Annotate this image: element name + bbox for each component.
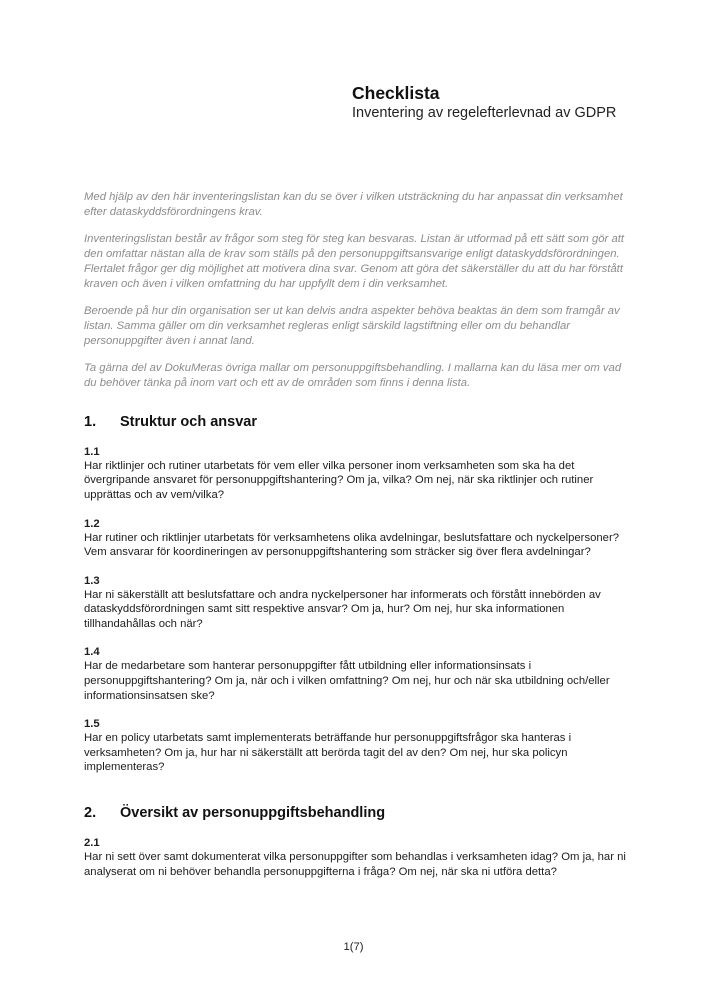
- section-heading-1: [84, 414, 633, 431]
- intro-paragraph: Med hjälp av den här inventeringslistan kan du se över i vilken utsträckning du har anpassat din verksamhet efter dataskyddsförordningens krav.: [84, 191, 623, 218]
- page-number: 1(7): [343, 941, 364, 953]
- item-question: Har rutiner och riktlinjer utarbetats för verksamhetens olika avdelningar, beslutsfattare och nyckelpersoner? Vem ansvarar för koordineringen av personuppgiftshantering som sträcker sig över flera avdelningar?: [84, 531, 619, 559]
- item-number: 1.5: [84, 718, 100, 731]
- section-heading-2: [84, 805, 633, 822]
- checklist-item: [84, 645, 633, 703]
- document-header: [352, 83, 616, 122]
- item-number: 1.4: [84, 646, 100, 659]
- checklist-item: [84, 517, 633, 560]
- intro-paragraphs: [84, 190, 633, 391]
- item-question: Har de medarbetare som hanterar personuppgifter fått utbildning eller informationsinsats i personuppgiftshantering? Om ja, när och i vilken omfattning? Om nej, hur och när ska utbildning och/eller informationsinsatsen ske?: [84, 660, 610, 702]
- checklist-item: [84, 445, 633, 503]
- intro-paragraph: Inventeringslistan består av frågor som steg för steg kan besvaras. Listan är utformad på ett sätt som gör att den omfattar nästan alla de krav som ställs på den personuppgiftsansvarige enligt dataskyddsförordningen. Flertalet frågor ger dig möjlighet att motivera dina svar. Genom att göra det säkerställer du att du har förstått kraven och även i vilken omfattning du har uppfyllt dem i din verksamhet.: [84, 233, 625, 290]
- item-number: 1.3: [84, 574, 100, 587]
- page-subtitle: Inventering av regelefterlevnad av GDPR: [352, 105, 617, 121]
- section-title: Översikt av personuppgiftsbehandling: [120, 805, 386, 822]
- page-title: Checklista: [352, 83, 440, 103]
- document-body: [84, 190, 633, 879]
- intro-paragraph: Beroende på hur din organisation ser ut kan delvis andra aspekter behöva beaktas än dem som framgår av listan. Samma gäller om din verksamhet regleras enligt särskild lagstiftning eller om du behandlar personuppgifter även i annat land.: [84, 305, 620, 347]
- item-question: Har riktlinjer och rutiner utarbetats för vem eller vilka personer inom verksamheten som ska ha det övergripande ansvaret för personuppgiftshantering? Om ja, vilka? Om nej, när ska riktlinjer och rutiner upprättas och av vem/vilka?: [84, 459, 594, 501]
- item-question: Har ni säkerställt att beslutsfattare och andra nyckelpersoner har informerats och förstått innebörden av dataskyddsförordningen samt sitt respektive ansvar? Om ja, hur? Om nej, hur ska informationen tillhandahållas och när?: [84, 588, 601, 630]
- item-number: 2.1: [84, 837, 100, 850]
- section-number: 1.: [84, 413, 97, 430]
- section-number: 2.: [84, 805, 97, 822]
- checklist-item: [84, 836, 633, 879]
- section-title: Struktur och ansvar: [120, 413, 257, 430]
- checklist-item: [84, 574, 633, 632]
- item-number: 1.1: [84, 445, 100, 458]
- item-question: Har ni sett över samt dokumenterat vilka personuppgifter som behandlas i verksamheten idag? Om ja, har ni analyserat om ni behöver behandla personuppgifterna i fråga? Om nej, när ska ni utföra detta?: [84, 851, 626, 878]
- checklist-item: [84, 717, 633, 775]
- item-question: Har en policy utarbetats samt implementerats beträffande hur personuppgiftsfrågor ska hanteras i verksamheten? Om ja, hur har ni säkerställt att berörda tagit del av den? Om nej, hur ska policyn implementeras?: [84, 732, 572, 774]
- intro-paragraph: Ta gärna del av DokuMeras övriga mallar om personuppgiftsbehandling. I mallarna kan du läsa mer om vad du behöver tänka på inom vart och ett av de områden som finns i denna lista.: [84, 362, 622, 390]
- item-number: 1.2: [84, 517, 100, 530]
